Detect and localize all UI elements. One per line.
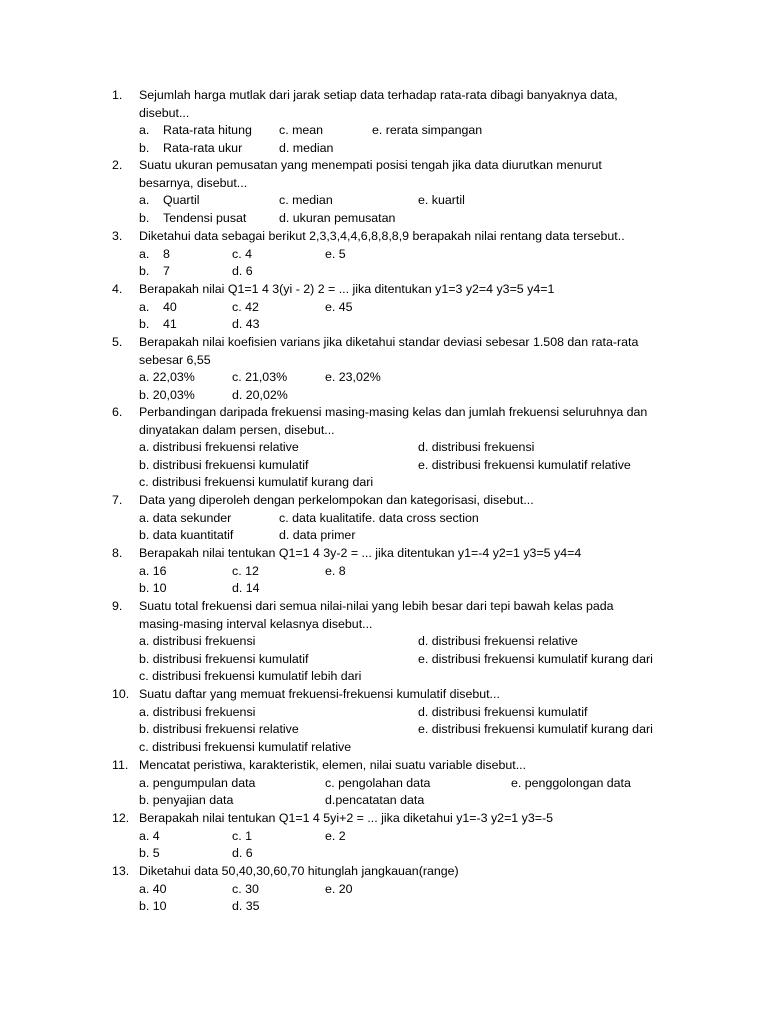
- answer-option: b. 20,03%: [139, 387, 195, 402]
- answer-option: c. 12: [232, 563, 259, 578]
- answer-option: e. penggolongan data: [511, 775, 631, 790]
- answer-option: a. 22,03%: [139, 370, 195, 385]
- answer-option: d. 43: [232, 317, 260, 332]
- answer-option: c. 21,03%: [232, 370, 288, 385]
- answer-option: e. 23,02%: [325, 370, 381, 385]
- answer-option: b. distribusi frekuensi relative: [139, 722, 299, 737]
- answer-option: a. data sekunder: [139, 510, 232, 525]
- answer-option: c. pengolahan data: [325, 775, 431, 790]
- answer-option: a. 40: [139, 881, 167, 896]
- answer-option: c. distribusi frekuensi kumulatif lebih dari: [139, 669, 362, 684]
- answer-option: a. distribusi frekuensi: [139, 704, 256, 719]
- answer-option: e. 45: [325, 299, 353, 314]
- answer-option: b.: [139, 140, 150, 155]
- question-number: 13.: [112, 864, 130, 878]
- question-stem: [139, 863, 684, 881]
- question-number: 3.: [112, 229, 123, 243]
- answer-option: e. rerata simpangan: [372, 123, 483, 138]
- question-stem-line: Berapakah nilai koefisien varians jika diketahui standar deviasi sebesar 1.508 dan rata-rata: [139, 335, 639, 349]
- question-number: 9.: [112, 599, 123, 613]
- question-stem: [139, 598, 684, 633]
- answer-option: e. 20: [325, 881, 353, 896]
- question-stem: [139, 334, 684, 369]
- answer-option: d. ukuran pemusatan: [279, 210, 396, 225]
- answer-option: e. 2: [325, 828, 346, 843]
- question-number: 11.: [112, 758, 129, 772]
- question-stem-line: Perbandingan daripada frekuensi masing-masing kelas dan jumlah frekuensi seluruhnya dan: [139, 405, 648, 419]
- question-stem: [139, 810, 684, 828]
- question-stem-line: Berapakah nilai tentukan Q1=1 4 5yi+2 = ... jika diketahui y1=-3 y2=1 y3=-5: [139, 811, 553, 825]
- answer-option: a.: [139, 246, 150, 261]
- answer-option: Quartil: [163, 193, 200, 208]
- question-stem-line: Suatu daftar yang memuat frekuensi-frekuensi kumulatif disebut...: [139, 687, 500, 701]
- question-stem: [139, 404, 684, 439]
- answer-option: a.: [139, 123, 150, 138]
- question-number: 10.: [112, 687, 130, 701]
- answer-option: Tendensi pusat: [163, 210, 247, 225]
- question-number: 1.: [112, 88, 123, 102]
- answer-option: c. 42: [232, 299, 259, 314]
- question-stem-line: Berapakah nilai Q1=1 4 3(yi - 2) 2 = ... jika ditentukan y1=3 y2=4 y3=5 y4=1: [139, 282, 555, 296]
- answer-option: d.pencatatan data: [325, 793, 425, 808]
- question-stem: [139, 281, 684, 299]
- question-stem: [139, 228, 684, 246]
- answer-option: e. distribusi frekuensi kumulatif kurang dari: [418, 722, 653, 737]
- answer-option: e. distribusi frekuensi kumulatif kurang dari: [418, 651, 653, 666]
- question-number: 8.: [112, 546, 123, 560]
- answer-option: a.: [139, 299, 150, 314]
- question-stem-line: besarnya, disebut...: [139, 175, 248, 190]
- question-number: 4.: [112, 282, 123, 296]
- question-stem-line: Data yang diperoleh dengan perkelompokan dan kategorisasi, disebut...: [139, 493, 534, 507]
- question-stem: [139, 492, 684, 510]
- answer-option: b. distribusi frekuensi kumulatif: [139, 651, 309, 666]
- question-number: 5.: [112, 335, 123, 349]
- answer-option: c. data kualitatife. data cross section: [279, 510, 479, 525]
- answer-option: e. kuartil: [418, 193, 465, 208]
- question-stem: [139, 87, 684, 122]
- answer-option: b. 5: [139, 846, 160, 861]
- answer-option: d. distribusi frekuensi kumulatif: [418, 704, 588, 719]
- answer-option: d. median: [279, 140, 334, 155]
- question-stem: [139, 757, 684, 775]
- answer-option: a. distribusi frekuensi: [139, 634, 256, 649]
- answer-option: b. penyajian data: [139, 793, 234, 808]
- answer-option: a. distribusi frekuensi relative: [139, 440, 299, 455]
- answer-option: d. 35: [232, 899, 260, 914]
- question-stem-line: disebut...: [139, 105, 190, 120]
- question-number: 7.: [112, 493, 123, 507]
- question-stem-line: Suatu ukuran pemusatan yang menempati posisi tengah jika data diurutkan menurut: [139, 158, 602, 172]
- question-number: 6.: [112, 405, 123, 419]
- answer-option: d. distribusi frekuensi relative: [418, 634, 578, 649]
- question-stem-line: Mencatat peristiwa, karakteristik, elemen, nilai suatu variable disebut...: [139, 758, 527, 772]
- answer-option: 41: [163, 317, 177, 332]
- answer-option: b. data kuantitatif: [139, 528, 234, 543]
- answer-option: b.: [139, 317, 150, 332]
- answer-option: d. 20,02%: [232, 387, 288, 402]
- answer-option: d. 14: [232, 581, 260, 596]
- answer-option: d. 6: [232, 264, 253, 279]
- answer-option: 40: [163, 299, 177, 314]
- question-stem-line: sebesar 6,55: [139, 352, 211, 367]
- answer-option: e. distribusi frekuensi kumulatif relative: [418, 457, 631, 472]
- answer-option: Rata-rata hitung: [163, 123, 252, 138]
- answer-option: a. pengumpulan data: [139, 775, 256, 790]
- question-number: 12.: [112, 811, 130, 825]
- answer-option: 8: [163, 246, 170, 261]
- answer-option: b. 10: [139, 899, 167, 914]
- answer-option: d. 6: [232, 846, 253, 861]
- answer-option: a.: [139, 193, 150, 208]
- answer-option: c. distribusi frekuensi kumulatif relative: [139, 739, 352, 754]
- question-stem-line: Sejumlah harga mutlak dari jarak setiap data terhadap rata-rata dibagi banyaknya data,: [139, 88, 618, 102]
- answer-option: c. mean: [279, 123, 324, 138]
- question-stem: [139, 545, 684, 563]
- answer-option: a. 16: [139, 563, 167, 578]
- answer-option: 7: [163, 264, 170, 279]
- answer-option: Rata-rata ukur: [163, 140, 243, 155]
- question-stem-line: masing-masing interval kelasnya disebut...: [139, 616, 373, 631]
- answer-option: b. 10: [139, 581, 167, 596]
- answer-option: e. 5: [325, 246, 346, 261]
- question-stem-line: Diketahui data sebagai berikut 2,3,3,4,4,6,8,8,8,9 berapakah nilai rentang data tersebut..: [139, 229, 625, 243]
- question-stem-line: Berapakah nilai tentukan Q1=1 4 3y-2 = ... jika ditentukan y1=-4 y2=1 y3=5 y4=4: [139, 546, 582, 560]
- answer-option: c. 30: [232, 881, 259, 896]
- answer-option: b.: [139, 210, 150, 225]
- question-stem-line: Diketahui data 50,40,30,60,70 hitunglah jangkauan(range): [139, 864, 459, 878]
- answer-option: a. 4: [139, 828, 160, 843]
- answer-option: e. 8: [325, 563, 346, 578]
- question-stem: [139, 686, 684, 704]
- answer-option: d. data primer: [279, 528, 356, 543]
- answer-option: c. distribusi frekuensi kumulatif kurang dari: [139, 475, 374, 490]
- answer-option: d. distribusi frekuensi: [418, 440, 535, 455]
- answer-option: b.: [139, 264, 150, 279]
- question-number: 2.: [112, 158, 123, 172]
- question-stem-line: Suatu total frekuensi dari semua nilai-nilai yang lebih besar dari tepi bawah kelas pada: [139, 599, 614, 613]
- answer-option: c. 4: [232, 246, 252, 261]
- question-stem: [139, 157, 684, 192]
- answer-option: c. 1: [232, 828, 252, 843]
- question-stem-line: dinyatakan dalam persen, disebut...: [139, 422, 335, 437]
- answer-option: c. median: [279, 193, 333, 208]
- answer-option: b. distribusi frekuensi kumulatif: [139, 457, 309, 472]
